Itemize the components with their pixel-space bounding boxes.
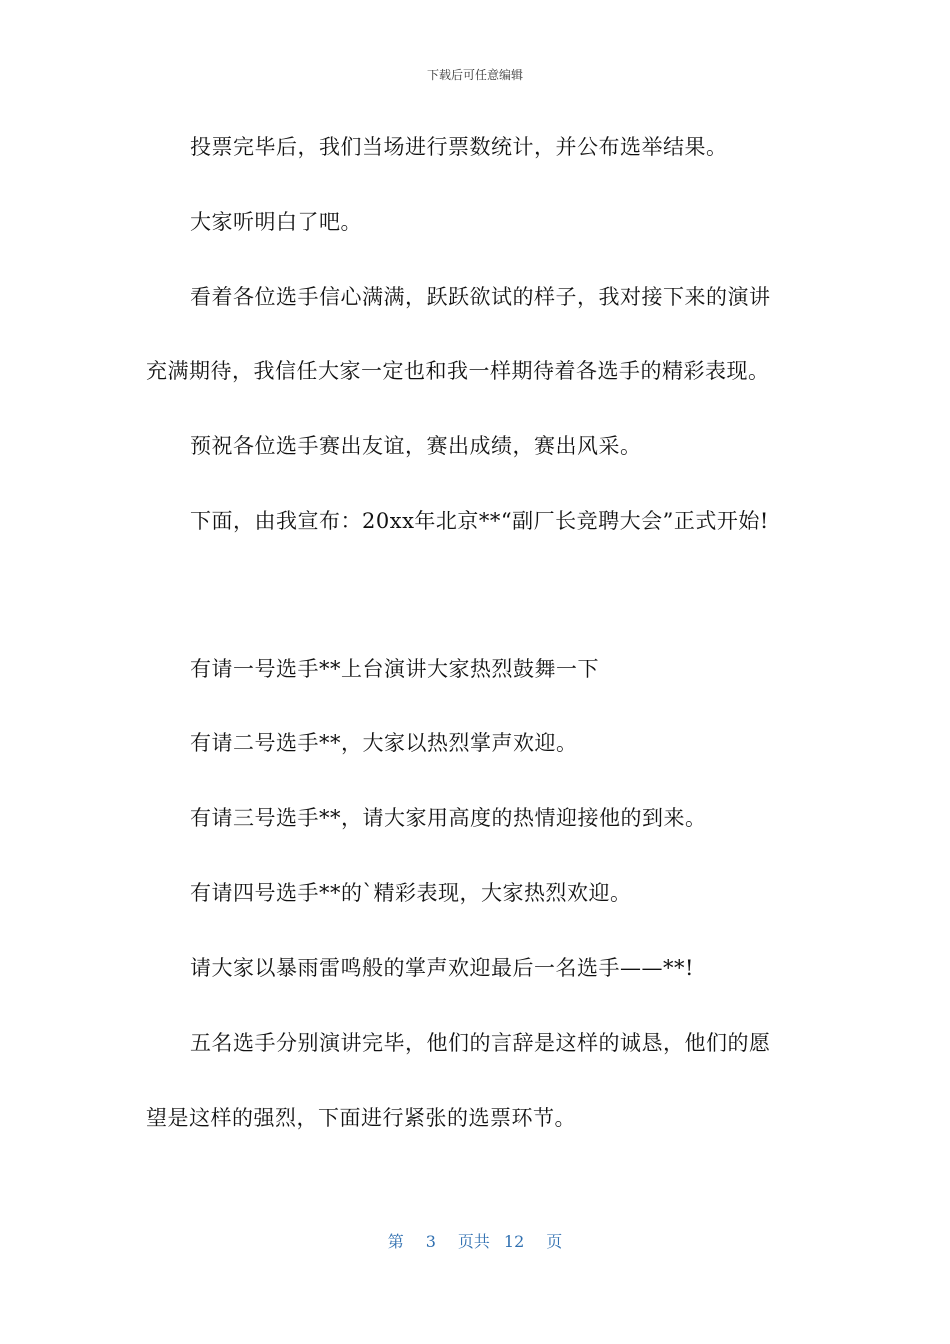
paragraph-contestant-5: 请大家以暴雨雷鸣般的掌声欢迎最后一名选手——**! — [190, 956, 694, 980]
footer-page-number: 3 — [425, 1232, 436, 1251]
footer-total-pages: 12 — [503, 1232, 525, 1251]
footer-prefix: 第 — [387, 1232, 404, 1251]
paragraph-contestant-4: 有请四号选手**的`精彩表现，大家热烈欢迎。 — [190, 881, 632, 905]
paragraph-announcement: 下面，由我宣布：20xx年北京**“副厂长竞聘大会”正式开始! — [190, 509, 769, 533]
paragraph-contestant-1: 有请一号选手**上台演讲大家热烈鼓舞一下 — [190, 657, 599, 681]
paragraph-contestant-2: 有请二号选手**，大家以热烈掌声欢迎。 — [190, 731, 578, 755]
page-footer — [0, 1229, 950, 1252]
paragraph-voting-line2: 望是这样的强烈，下面进行紧张的选票环节。 — [146, 1106, 576, 1130]
paragraph-expectation-line2: 充满期待，我信任大家一定也和我一样期待着各选手的精彩表现。 — [146, 359, 770, 383]
paragraph-voting-line1: 五名选手分别演讲完毕，他们的言辞是这样的诚恳，他们的愿 — [190, 1031, 771, 1055]
paragraph-voting-result: 投票完毕后，我们当场进行票数统计，并公布选举结果。 — [190, 135, 728, 159]
footer-suffix: 页 — [546, 1232, 563, 1251]
page-header: 下载后可任意编辑 — [426, 68, 523, 82]
paragraph-expectation-line1: 看着各位选手信心满满，跃跃欲试的样子，我对接下来的演讲 — [190, 285, 771, 309]
footer-middle: 页共 — [457, 1232, 490, 1251]
paragraph-understood: 大家听明白了吧。 — [190, 210, 362, 234]
paragraph-wishes: 预祝各位选手赛出友谊，赛出成绩，赛出风采。 — [190, 434, 642, 458]
paragraph-contestant-3: 有请三号选手**，请大家用高度的热情迎接他的到来。 — [190, 806, 707, 830]
